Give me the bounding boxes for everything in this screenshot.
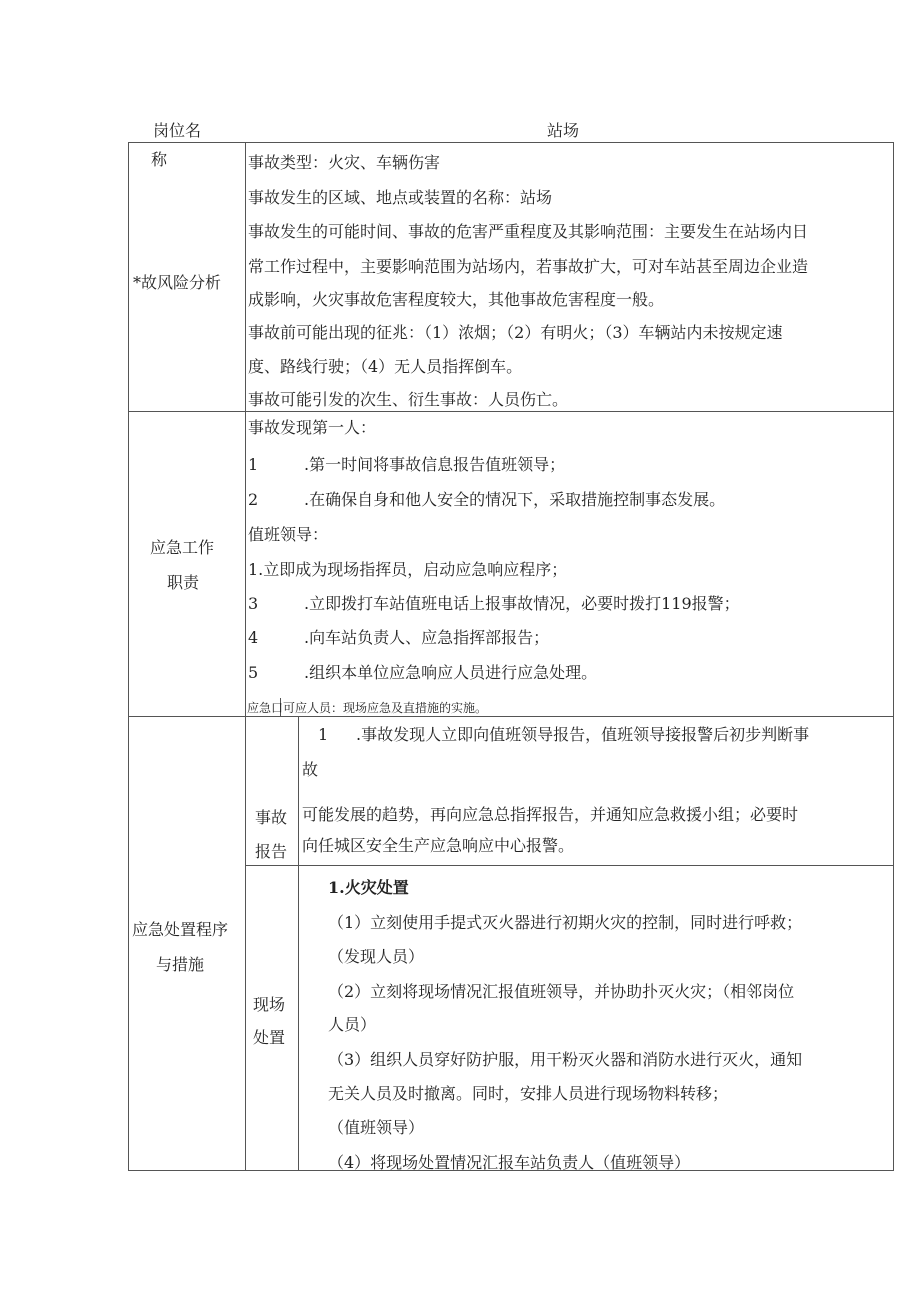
duty-item: 4 .向车站负责人、应急指挥部报告；	[248, 628, 550, 647]
risk-line: 事故可能引发的次生、衍生事故：人员伤亡。	[248, 390, 569, 409]
table-border-top	[128, 142, 894, 143]
duty-item: 3 .立即拨打车站值班电话上报事故情况，必要时拨打119报警；	[248, 594, 740, 613]
risk-line: 事故发生的区域、地点或装置的名称：站场	[248, 188, 553, 207]
onsite-line: （发现人员）	[328, 947, 425, 966]
report-line: 1 .事故发现人立即向值班领导报告，值班领导接报警后初步判断事	[318, 725, 810, 744]
onsite-line: （1）立刻使用手提式灭火器进行初期火灾的控制，同时进行呼救；	[328, 913, 803, 932]
risk-label: *故风险分析	[133, 273, 222, 292]
risk-line: 成影响，火灾事故危害程度较大，其他事故危害程度一般。	[248, 290, 665, 309]
risk-line: 事故类型：火灾、车辆伤害	[248, 153, 441, 172]
table-border-right	[893, 142, 894, 1170]
report-label-cont: 报告	[255, 842, 288, 861]
duty-item: 1 .第一时间将事故信息报告值班领导；	[248, 455, 566, 474]
post-label: 岗位名	[153, 121, 202, 140]
report-line: 向任城区安全生产应急响应中心报警。	[302, 836, 575, 855]
row-divider	[128, 411, 894, 412]
row-divider	[245, 865, 894, 866]
duty-item: 2 .在确保自身和他人安全的情况下，采取措施控制事态发展。	[248, 490, 726, 509]
procedure-label-cont: 与措施	[156, 955, 205, 974]
risk-line: 度、路线行驶；（4）无人员指挥倒车。	[248, 357, 523, 376]
duties-label: 应急工作	[150, 538, 215, 557]
small-cell-right: 可应人员：现场应急及直措施的实施。	[283, 701, 488, 715]
report-line: 可能发展的趋势，再向应急总指挥报告，并通知应急救援小组；必要时	[302, 805, 799, 824]
table-border-left	[128, 142, 129, 1170]
onsite-line: （3）组织人员穿好防护服，用干粉灭火器和消防水进行灭火，通知	[328, 1050, 803, 1069]
risk-line: 常工作过程中，主要影响范围为站场内，若事故扩大，可对车站甚至周边企业造	[248, 257, 809, 276]
onsite-line: （4）将现场处置情况汇报车站负责人（值班领导）	[328, 1153, 691, 1172]
risk-line: 事故发生的可能时间、事故的危害严重程度及其影响范围：主要发生在站场内日	[248, 222, 809, 241]
post-label-cont: 称	[151, 150, 168, 169]
onsite-line: （2）立刻将现场情况汇报值班领导，并协助扑灭火灾；（相邻岗位	[328, 982, 795, 1001]
onsite-line: （值班领导）	[328, 1118, 425, 1137]
onsite-line: 人员）	[328, 1015, 377, 1034]
leader-heading: 值班领导：	[248, 525, 329, 544]
duty-item: 5 .组织本单位应急响应人员进行应急处理。	[248, 663, 598, 682]
procedure-label: 应急处置程序	[132, 920, 229, 939]
small-cell-left: 应急口	[247, 701, 284, 715]
duties-label-cont: 职责	[167, 573, 200, 592]
report-line: 故	[302, 760, 319, 779]
row-divider	[128, 716, 894, 717]
column-divider	[298, 716, 299, 1170]
onsite-label: 现场	[253, 995, 286, 1014]
duty-item: 1.立即成为现场指挥员，启动应急响应程序；	[248, 560, 568, 579]
post-value: 站场	[547, 121, 580, 140]
first-person-heading: 事故发现第一人：	[248, 418, 377, 437]
report-label: 事故	[255, 808, 288, 827]
column-divider	[245, 142, 246, 1170]
onsite-label-cont: 处置	[253, 1028, 286, 1047]
risk-line: 事故前可能出现的征兆：（1）浓烟；（2）有明火；（3）车辆站内未按规定速	[248, 323, 783, 342]
onsite-title: 1.火灾处置	[328, 878, 409, 897]
onsite-line: 无关人员及时撤离。同时，安排人员进行现场物料转移；	[328, 1084, 729, 1103]
